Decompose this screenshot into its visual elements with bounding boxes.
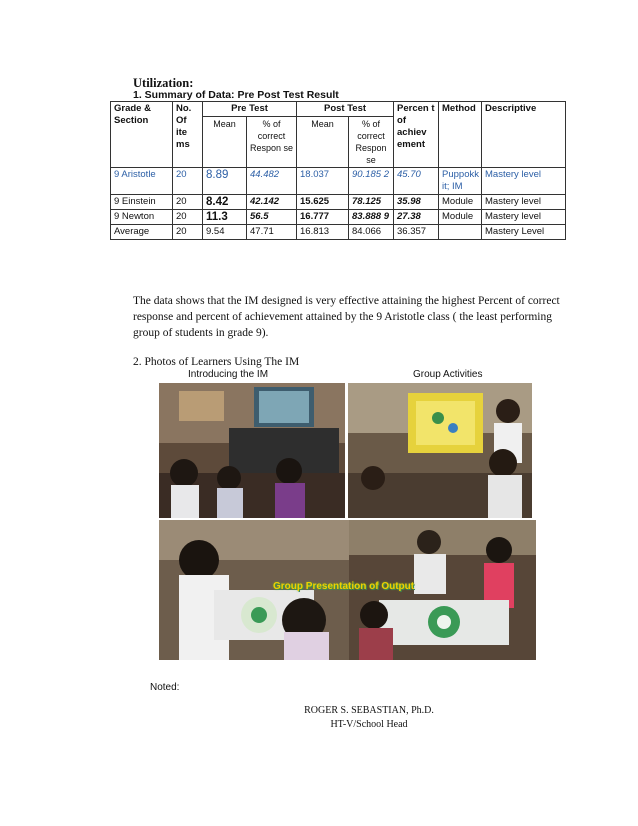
header-percent: Percen t of achiev ement (394, 102, 439, 168)
photo-introducing-im (159, 383, 345, 518)
cell-pre-mean: 9.54 (203, 225, 247, 240)
cell-post-pct: 90.185 2 (349, 168, 394, 195)
photos-heading: 2. Photos of Learners Using The IM (133, 356, 300, 368)
cell-post-mean: 16.777 (297, 210, 349, 225)
table-row (111, 210, 566, 225)
cell-method: Module (439, 195, 482, 210)
cell-pre-pct: 56.5 (247, 210, 297, 225)
cell-descriptive: Mastery Level (482, 225, 566, 240)
cell-post-mean: 18.037 (297, 168, 349, 195)
photo-classroom-image (159, 383, 345, 518)
cell-achievement: 45.70 (394, 168, 439, 195)
cell-achievement: 27.38 (394, 210, 439, 225)
cell-post-pct: 83.888 9 (349, 210, 394, 225)
signatory-name: ROGER S. SEBASTIAN, Ph.D. (304, 705, 434, 716)
cell-method: Puppokk it; IM (439, 168, 482, 195)
table-row (111, 195, 566, 210)
photo-group-activities (348, 383, 532, 518)
table-row (111, 168, 566, 195)
summary-paragraph: The data shows that the IM designed is very effective attaining the highest Percent of correct response and percent of achievement attained by the 9 Aristotle class ( the least performing group of students in grade 9). (133, 295, 560, 339)
cell-post-pct: 78.125 (349, 195, 394, 210)
cell-section: 9 Aristotle (111, 168, 173, 195)
subheader-pre-mean: Mean (203, 117, 247, 168)
cell-items: 20 (173, 168, 203, 195)
cell-items: 20 (173, 225, 203, 240)
cell-pre-pct: 47.71 (247, 225, 297, 240)
cell-pre-mean: 8.89 (203, 168, 247, 195)
header-method: Method (439, 102, 482, 168)
header-items: No. Of ite ms (173, 102, 203, 168)
table-row-average (111, 225, 566, 240)
cell-post-mean: 16.813 (297, 225, 349, 240)
cell-pre-pct: 42.142 (247, 195, 297, 210)
noted-label: Noted: (150, 682, 180, 693)
photo-group-image (348, 383, 532, 518)
subheader-post-mean: Mean (297, 117, 349, 168)
cell-section: 9 Einstein (111, 195, 173, 210)
subheader-post-pct: % of correct Respon se (349, 117, 394, 168)
photo-overlay-caption: Group Presentation of Output (273, 581, 415, 592)
cell-items: 20 (173, 210, 203, 225)
cell-descriptive: Mastery level (482, 168, 566, 195)
header-pre-test: Pre Test (203, 102, 297, 117)
cell-pre-mean: 11.3 (203, 210, 247, 225)
cell-section: 9 Newton (111, 210, 173, 225)
cell-method (439, 225, 482, 240)
section-heading: Utilization: (133, 76, 194, 90)
table-header-row (111, 102, 566, 117)
subheader-pre-pct: % of correct Respon se (247, 117, 297, 168)
cell-items: 20 (173, 195, 203, 210)
cell-achievement: 36.357 (394, 225, 439, 240)
cell-method: Module (439, 210, 482, 225)
summary-table (110, 101, 566, 240)
cell-descriptive: Mastery level (482, 195, 566, 210)
cell-section: Average (111, 225, 173, 240)
cell-descriptive: Mastery level (482, 210, 566, 225)
cell-post-pct: 84.066 (349, 225, 394, 240)
cell-pre-mean: 8.42 (203, 195, 247, 210)
caption-introducing: Introducing the IM (188, 369, 269, 380)
header-descriptive: Descriptive (482, 102, 566, 168)
cell-pre-pct: 44.482 (247, 168, 297, 195)
header-post-test: Post Test (297, 102, 394, 117)
header-grade: Grade & Section (111, 102, 173, 168)
cell-post-mean: 15.625 (297, 195, 349, 210)
caption-group-activities: Group Activities (413, 369, 483, 380)
signatory-title: HT-V/School Head (330, 719, 408, 730)
summary-title: 1. Summary of Data: Pre Post Test Result (133, 89, 339, 101)
cell-achievement: 35.98 (394, 195, 439, 210)
